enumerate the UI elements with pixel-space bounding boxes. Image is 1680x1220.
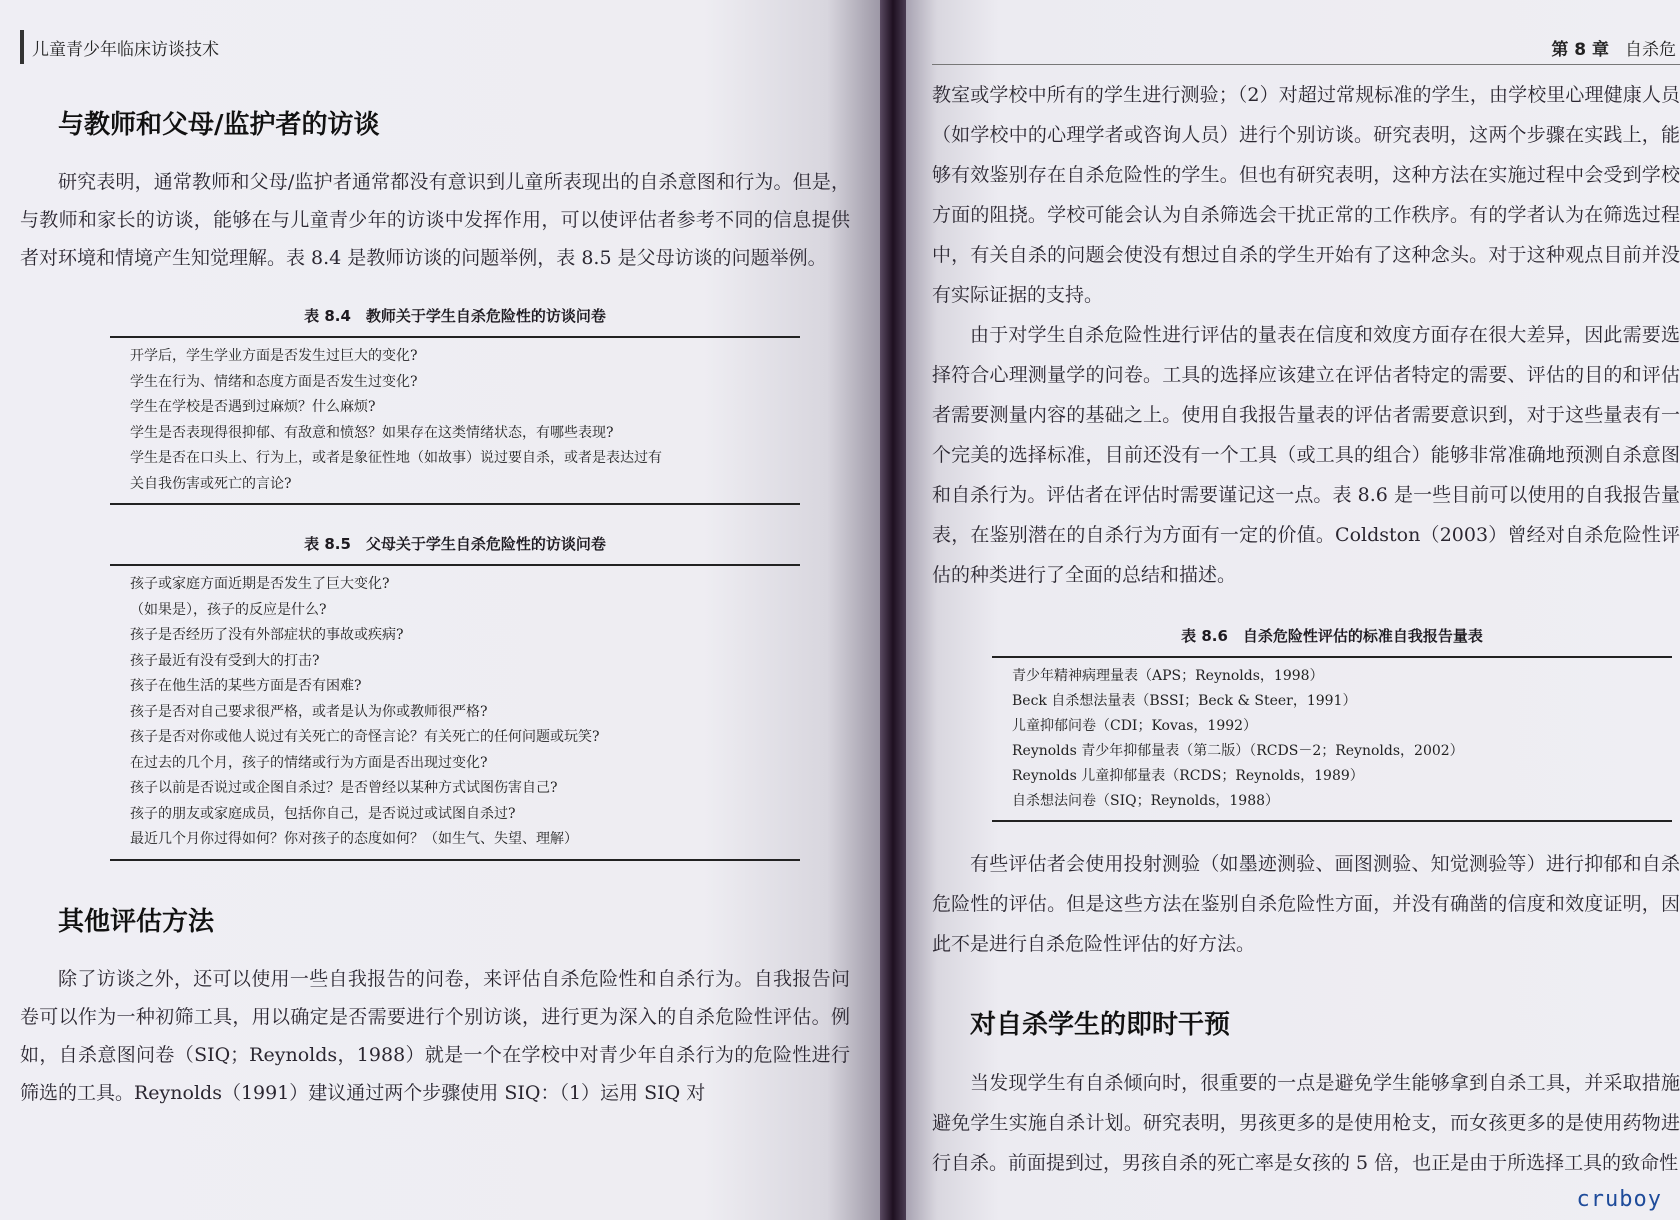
table-row: 学生是否表现得很抑郁、有敌意和愤怒？如果存在这类情绪状态，有哪些表现? [130,424,614,441]
table-row: 孩子是否对自己要求很严格，或者是认为你或教师很严格? [130,703,488,720]
table-8-6 [992,625,1672,822]
table-row: 孩子最近有没有受到大的打击? [130,652,320,669]
book-title: 儿童青少年临床访谈技术 [32,39,219,60]
table-row: 开学后，学生学业方面是否发生过巨大的变化? [130,348,418,364]
section-heading-interviews: 与教师和父母/监护者的访谈 [58,110,380,140]
paragraph-screening: 教室或学校中所有的学生进行测验；（2）对超过常规标准的学生，由学校里心理健康人员（如学校中的心理学者或咨询人员）进行个别访谈。研究表明，这两个步骤在实践上，能够有效鉴别存在自杀危险性的学生。但也有研究表明，这种方法在实施过程中会受到学校方面的阻挠。学校可能会认为自杀筛选会干扰正常的工作秩序。有的学者认为在筛选过程中，有关自杀的问题会使没有想过自杀的学生开始有了这种念头。对于这种观点目前并没有实际证据的支持。 [932,84,1680,306]
paragraph-other-methods: 除了访谈之外，还可以使用一些自我报告的问卷，来评估自杀危险性和自杀行为。自我报告问卷可以作为一种初筛工具，用以确定是否需要进行个别访谈，进行更为深入的自杀危险性评估。例如，自杀意图问卷（SIQ；Reynolds，1988）就是一个在学校中对青少年自杀行为的危险性进行筛选的工具。Reynolds（1991）建议通过两个步骤使用 SIQ：（1）运用 SIQ 对 [20,967,850,1104]
table-row: 孩子在他生活的某些方面是否有困难? [130,678,362,694]
table-8-5 [110,533,800,861]
running-head-left [20,30,850,64]
table-caption: 表 8.5 父母关于学生自杀危险性的访谈问卷 [304,535,606,553]
table-row: 孩子的朋友或家庭成员，包括你自己，是否说过或试图自杀过? [130,805,516,822]
running-head-right [932,30,1680,65]
chapter-title: 自杀危 [1625,39,1676,60]
paragraph-projective-tests: 有些评估者会使用投射测验（如墨迹测验、画图测验、知觉测验等）进行抑郁和自杀危险性的评估。但是这些方法在鉴别自杀危险性方面，并没有确凿的信度和效度证明，因此不是进行自杀危险性评估的好方法。 [932,853,1680,955]
table-row: 最近几个月你过得如何？你对孩子的态度如何？（如生气、失望、理解） [130,831,578,847]
paragraph-intervention: 当发现学生有自杀倾向时，很重要的一点是避免学生能够拿到自杀工具，并采取措施避免学生实施自杀计划。研究表明，男孩更多的是使用枪支，而女孩更多的是使用药物进行自杀。前面提到过，男孩自杀的死亡率是女孩的 5 倍，也正是由于所选择工具的致命性 [932,1072,1680,1174]
table-row: 儿童抑郁问卷（CDI；Kovas，1992） [1012,718,1258,734]
table-row: 孩子是否经历了没有外部症状的事故或疾病? [130,627,404,643]
table-row: 孩子以前是否说过或企图自杀过？是否曾经以某种方式试图伤害自己? [130,780,558,796]
paragraph-interviews: 研究表明，通常教师和父母/监护者通常都没有意识到儿童所表现出的自杀意图和行为。但是，与教师和家长的访谈，能够在与儿童青少年的访谈中发挥作用，可以使评估者参考不同的信息提供者对环境和情境产生知觉理解。表 8.4 是教师访谈的问题举例，表 8.5 是父母访谈的问题举例。 [20,171,850,269]
table-row: 自杀想法问卷（SIQ；Reynolds，1988） [1012,793,1280,809]
table-row: 关自我伤害或死亡的言论? [130,475,292,492]
watermark: cruboy [1576,1187,1662,1212]
table-row: （如果是），孩子的反应是什么? [130,601,327,618]
table-row: 孩子是否对你或他人说过有关死亡的奇怪言论？有关死亡的任何问题或玩笑? [130,729,600,745]
section-heading-other-methods: 其他评估方法 [58,906,215,937]
table-caption: 表 8.6 自杀危险性评估的标准自我报告量表 [1181,627,1483,645]
table-row: 学生在学校是否遇到过麻烦？什么麻烦? [130,399,376,415]
table-row: 在过去的几个月，孩子的情绪或行为方面是否出现过变化? [130,754,488,771]
table-body [110,564,800,861]
table-row: 青少年精神病理量表（APS；Reynolds，1998） [1012,668,1324,684]
table-body [992,656,1672,822]
book-gutter [880,0,906,1220]
table-row: 学生是否在口头上、行为上，或者是象征性地（如故事）说过要自杀，或者是表达过有 [130,450,662,466]
table-caption: 表 8.4 教师关于学生自杀危险性的访谈问卷 [304,307,606,325]
table-row: 学生在行为、情绪和态度方面是否发生过变化? [130,373,418,390]
section-heading-intervention: 对自杀学生的即时干预 [970,1010,1231,1040]
table-row: Reynolds 青少年抑郁量表（第二版）（RCDS－2；Reynolds，2002） [1012,743,1464,759]
table-row: 孩子或家庭方面近期是否发生了巨大变化? [130,576,390,592]
paragraph-tool-selection: 由于对学生自杀危险性进行评估的量表在信度和效度方面存在很大差异，因此需要选择符合心理测量学的问卷。工具的选择应该建立在评估者特定的需要、评估的目的和评估者需要测量内容的基础之上。使用自我报告量表的评估者需要意识到，对于这些量表有一个完美的选择标准，目前还没有一个工具（或工具的组合）能够非常准确地预测自杀意图和自杀行为。评估者在评估时需要谨记这一点。表 8.6 是一些目前可以使用的自我报告量表，在鉴别潜在的自杀行为方面有一定的价值。Coldston（2003）曾经对自杀危险性评估的种类进行了全面的总结和描述。 [932,324,1680,586]
chapter-number: 第 8 章 [1551,39,1609,60]
right-page [906,0,1680,1220]
table-row: Beck 自杀想法量表（BSSI；Beck & Steer，1991） [1012,693,1357,709]
table-row: Reynolds 儿童抑郁量表（RCDS；Reynolds，1989） [1012,768,1364,784]
table-8-4 [110,305,800,505]
table-body [110,336,800,505]
